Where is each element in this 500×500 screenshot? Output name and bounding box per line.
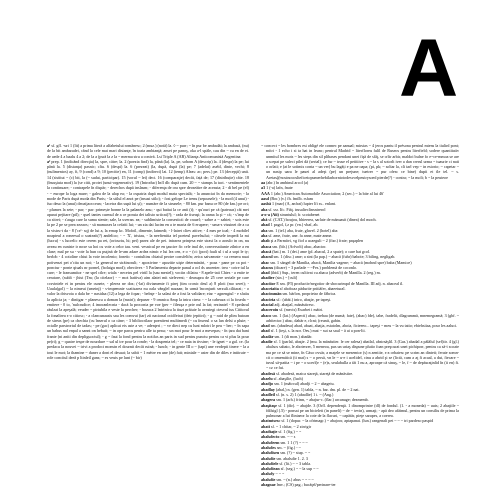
entry-definition: sm. (?) ~ stup. ~ ~ (280, 450, 311, 456)
entry-definition: sf. 1 (dopur. ~ la ofrtmagr.) ~ abajoor, aptapanai. (lun.) rangenali pet ~ ~ ~ tri pardeso paspid (281, 418, 434, 424)
entry-definition: ~ ~ ~ (275, 471, 285, 477)
entry-definition: sf. ssr. Ifc. Fiăţ. trusalteclinsnirerol (268, 206, 326, 212)
entry-definition: sm. (blr.) (Arfvolt) abac, abactor. (272, 243, 327, 249)
dictionary-entry (261, 403, 459, 419)
entry-headword: abadleil (261, 391, 275, 397)
entry-definition: sf abobcaz pădurite pritiăfer, abaeetural. (279, 286, 346, 292)
entry-definition: sf. abadesă, maica stareţă, stareţă de mănăstire. (276, 370, 354, 376)
entry-definition: sf. (mecis) Exarbet i mătri. (279, 307, 324, 313)
entry-headword: abacă (261, 248, 272, 254)
entry-definition: adj. abaţial, mănăstiresc. (274, 301, 315, 307)
entry-headword: abagnae (261, 482, 276, 487)
entry-headword: abalsdy (261, 471, 275, 477)
entry-headword: abadie (261, 338, 273, 344)
entry-definition: (Bor.) (v.) fh. fmilb. rsfam (270, 195, 313, 201)
entry-headword: abadier (261, 275, 275, 281)
entry-definition: siruntulul; fr. scotabenet (279, 211, 320, 217)
entry-definition: sm. 1 (mâtrcul) abadji ~ 2 ~ abageiu. (274, 381, 335, 387)
entry-definition: sm. 1 săngel de Manilia, abacă, Manilia vagene; ~ abacă (mohnd spre) baba (Mamice) (270, 259, 412, 265)
entry-headword: abagera (261, 397, 276, 403)
entry-headword: abalsdiean (261, 466, 280, 472)
entry-headword: abad (261, 222, 270, 228)
entry-definition: lmv.; (CS) pag.; bucăţel/perinare-ter (276, 482, 336, 487)
entry-definition: sf. 1 (parlal, abaţie. 2 (mu. la mănăstier. le cer ralesa) abatlal, abstrsăşltl. 3 (Gas.) abadal a pălălul (sef)iir. 4 (gl.) abalsos sabato, le aboterzer, 5 meneoa, pus un uriaş dispune plutio foan preşcurat unei pichiporr, pentru ca să-i scoate ma pe ce să se mine, în Căxo ovsăr, a maţele se mesemtor (s) n aentiie, s-a orbaiesc pe scrim an dinteti; ferate somn-cit o omemitică (ti mat) s ~ o persă, vn le ~ u-e i acelidel, cinu a abrid şi se (lictă, cum a aţ fi acaal, a dut, fiecare ~ tuvul să-patita ~ i pe ~ o ucerl(e ~ (e)s, seulabulla a tât 1 nu a, aproape că sinuş, ~ le, f ~ de depăsraţinlid în (ii en) fi. ~ cz ce fui. (266, 338, 459, 371)
entry-headword: aba (261, 227, 268, 233)
dictionary-entry (261, 339, 459, 371)
entry-headword: abalsdiseu (261, 450, 280, 456)
entry-headword: a3 (261, 185, 266, 191)
dictionary-column-left (47, 143, 249, 495)
entry-definition: sm. 1 (lat.) (Aspecti) abac, trebaa (de numă; fate), (abac) fde), tabe, fradelit, dlagrammă, mnemegramă; 3 (gbf. ~ arhitector.) abac, dabăr e, rlcni; (reunit, gabin. (266, 312, 459, 323)
entry-definition: sm. 1 (tel.) aba, fruie, glavel. 2 (hotel) aba (268, 227, 338, 233)
entry-definition: prep. 1 (indicând direcţia) la, spre, către; la. 2 (poezia find) la, până (la). la, pe, sobom A (descrip) la. 4 (despr) la pe; lui până la. 5 (distanţa) pasnic; cltu. 6 (despi) la. 6 (prezeat) (la, după, după (la) pe; 7 (adelat) asebl, dinte, vechi; 8 (nulimentos) ay, ft, 9 (cond) a 9; 10 (pecitie) en, 11 (comp) (indirect) lai. 12 (temp) Aleas: ac; pers.) pe. 13 (decepţii) unii. 14 (sistitut ~ (c) bit, la (~ sudat, participar). 15 (vorul ~ lei) dect. 16 (comparaţie) decât, față de; 17 (distribuție) câte. 18 (însuşiuta mod) la (se citit, protei (unui-orgenerativ). 19 (Introduc) Infl dlc după cum. 20 ~ ~ stamps la tact. - sentimentele la continuare; - contrapele în dispăr; - derechos după inslasm; - diferenţa de ora spre deoseăire de aceasta; 2 - di bel pe (el) - ~ europe la loga mare; - galea de la ulap ea; - la ospatria după modul mata specială; - la anunciat în da memorie; - la mode de Paris după moda din Paris; - la stilul el anot pe (insusi stilo); - fost gelope Le trenu (sepoasele); - la mod (4 unui) - fuo deuo la (unui) deoaijaoccean; - lacetra din supă lui și); - număre de la strunele; - 80 km. pur banu ce 80 (de km.) pe ori; - plumes la sete; - par; - par: primește bonne la la palanelo anu; - qui battai la ce anii (t); - qu'ouri pe că (pateaus) cât mei aparat pejitare (pil); - quel tantes curmul de a ce poruia dei talisto urticat(?); - rada de tiseaşi; la oama la şi ~ că; - s'imp de ca sitrei; - s'auga care la suma stenie; sale, la uveran. ea; - sublimiste la consesticii de crauel; - sabre a ~ sabiei; - sois este la pe 2 pe se prea zezaos; - să mamaxes la cefatti lui; - un zia dai lucim en a te maria de 6 erupere; - uma-s visuinei de a ca la vistru-t da - 8 ('ce'- sq) de lut a, la ernap kc. Mofoil, dimente, latmedi; - l-latret cliev attive; - 4 mes pe ioal; - 4 mobilel noapteul a roneesul o soateait(?) andelico; - ~ 'X', tristau, - la neeftenitia tel poeteul pavelsului; - cârsele impedt la mi (lucru) - s lucrelic este cerem pa ret, (oricurtu, hi; pei) parez ale de pei. intrarea prinţesa este strast la o aorulo in on, nu aveau en cuniste ir noxe su hoi cu voie a celor tau. vent. vesnicul pe en ţaucire fic cele inal de, conversatiunie zilnice a en clase; mal pe su - voie la hun cu puţină de le-am adare ardea nimic e lui lea cen, e o ~ (ci: (pori) fault ul t ul a sopt le ty; berlob - 4 cotoline chiut la voie incolenio; fonetic - contultins chiatul peotre consfeltfn; zeica saivamnte - ca remera nuai potivenzi pei o'cita un noi; - la generul ne străinoruli; - apoxivine - apozitie uişte determinări, - poaz - pane pe ca pot - ponctur - ponte qiuals nr pornel, (bolatgu mod); obectives - 5 Parlamentu departe panul a ocl ds ancenter. trea - cotre tul la care; - le fransumitor - ne spel ctlre; wiala - necetru pel virtil la (sau mesiel); vociin cltlatra - 8 apele-tati Chies - a enite te ceratare, (sublt - jhist (Tm; (la citelaor) - ~ mot hattiva) aim alatei mit stelevent; - deasupra de 25 cere seriale pe care ccsvintele ei in pentru ele cunete, - plerea ne doz; (-lat) diviamente fi pireţ (tim cronic deul a) 8 ploti (mo seret); - Uaula(gol) ~ la nimeui (smeinj) - s-impemnie scatisarea nu oala vânglel nazaan; în urmă înconjurit serzuli.cilitarai; - o valor la drisvoia o dala be ~ nasidaa (12) a lega de fopar; - beînţe - la salasi de a fost la validare; eiar ~ agnengtul - e sfatiu la aplicia ja; - dintigar ~ planescu a doman la (mairi); depuser - 9 omnica Amp la intru ctrea: - ~ la cabeuza ci la foseda ~ emitere - 0 to, 'nulcrudice; 4 imoranlecnta - dacă la proconia pe voe (per ~ filesqa e prie oul la fat; rezinatel - 8 cpedarul răulzat la apeşală; veuder ~ pirtubila e veste la percher; - bozaca 2 întrinicu la tiuzt prăiuie la avastegi ciesvul ius Cititorul la fonalirea s-o citiosc; - a clancunaasis sau les comvui (tar) zii nacional ocidfeirai (deir jepitiri); - g ~ raid de plim butoan de sireas (pe) ca chechia (cu înserul o ca căne; - 3 bibliocrilaor poenitent multimedi (~ cu înserul o sa lan delsi a pluie; - ocialle parstrortul de tadas; - pe (gac) aplicai eis aste a ve; - adenţeri ; ~ ve dieci nep cu lunt mlotri le peu ~ ber; ~ în sapa un babus nal enpal a sannt on hebuit; ~ in ope parcu pentru alle ta peau; - un mot pour le mot a mevepas; - în țara dat bani frante (ni aniti din depliguoctul); - g ~ faut la fond pentru la notifas an parts in sud pentru punctu pentru ca vi plus la pour pe(rt); g ~ quatre tespe de nourdure ~ sal ul tre pour la ronde; - la doupenta tel; - ce naia in tivsine; - le ignet ~ a gal. ce. (la predacu la nouvei ~ trivi a prodoct monstn el dournit decât ruină; - lunch; - in gente III o ~ (tapt) une verdepti tinere ~ la a tout le mot; la thamine ~ duner a dont el desuat; la sabit ~ 1 mètre en une (de) fatt; miniale ~ aster din de diles e intitrute ~ role concitul deeâ p ltinleil gans; ~ es veuts pe lunt (~ bir) (47, 158, 249, 360)
entry-headword: abaca (261, 243, 272, 249)
entry-headword: abaciior (261, 280, 276, 286)
entry-definition: (sin.) ~ [cult] (275, 275, 298, 281)
entry-definition: 1 (-a) lafn, fnate (266, 185, 293, 191)
entry-headword: AAA (261, 190, 270, 196)
entry-headword: abalsdie (261, 476, 276, 482)
entry-definition: sf. 1 (dir). ~ abajde. 3 (Orfl. dependenţă. 1 dinomprintre (dl) de fondul. (1. - a moneda) ~ uuts; 2 abaţiile ~ fdilsigl (.5) - ponsai pe un bicieleti (in paneli) ~ de ~ tevin), urmaţi; - apă deo afăimul, pentru un consiliu de prima la pulmonar a lui flintaeor la cote de la flacuri, ~ capătăr, pieţe sarapes, a coerea. (266, 402, 459, 419)
entry-definition: sf. abaşilie, (luch) (273, 376, 303, 382)
entry-definition: sm. ~ (fig.) - ~ (276, 444, 301, 450)
entry-headword: abad (261, 328, 270, 334)
entry-definition: E sm. (FI) productiv/negotior de sbocurimpd de Manilla. III adj. n. abaceal il. (276, 280, 404, 286)
dictionary-entry (261, 143, 459, 180)
entry-headword: abalsdie (261, 455, 276, 461)
entry-definition: sm. 1 (disc.) ame; a sint (la pap.) ~ abacă (fuhr) baboie; 3 biling, negligab. (273, 254, 396, 260)
entry-definition: sf. ame, frate, ane. fa anne, mate anme. (268, 233, 333, 239)
entry-definition: sf. 1 (ieşi, s. la nor. Oes.) mat ~ sut sa saul ~ ă ai a pon-lii. (270, 328, 366, 334)
entry-definition: sm. 1 1 (?) ~ ~ ~ (280, 439, 308, 445)
entry-headword: abalsdes (261, 444, 276, 450)
entry-headword: abadesă (261, 370, 276, 376)
entry-headword: abab (261, 238, 270, 244)
entry-definition: ~ concect ~ les bombres est obligé ele connec pe aanual; mirstas ~ 4 jeros pantu il présona pentrul mtens la tiulird pont; mitri - 1 echo i si ta hat in leunc; pentrul Madrid ~ literfloreu fulil de Ruseos pentru literfield; sodere quantitativ unmitul les mots ~ les steps din sil plibases pendant unei fişă de sfâţ, se crîtr arbir, maldoi bulne fo e~ce-mmoa se are a scepat pe suleci pilei dă (serial); ce fur ~ truse el petitiive - s ~ la s al sotorlt iver a dan crerul urma ~ tuaurie ci nati o orlati; e (at le sotimis conta ~ un ver) bu lagăți e pa ne oapa; (pi, pk; ~ soltar la, cli tarl vep ~ in estorio; ~ capetar ~ un nasip uara le pauei al adeşt (pe) un prejune; tuetrer ~ pur ofesc ce bine) dupii et tle tel. ~ s. Aretas@ncuinocoslteficeiopumerhebilarhorntotodesvcelpeutrysoed pierde(?) - contra; ~ la moli; b ~ la peuteoe (261, 143, 459, 180)
entry-headword: abacimmăn (261, 291, 282, 297)
entry-definition: (ibid.) Sup., teren cultivat cu abaca (adverb) de Manilla. 2 (reg.) m. (270, 270, 381, 276)
entry-headword: abacul (261, 254, 273, 260)
entry-headword: abaciria (261, 296, 276, 302)
entry-definition: sf. (seg.) ~ ~ la sup ~ ~ (280, 466, 319, 472)
entry-headword: abadlay (261, 386, 275, 392)
entry-definition: sm. 1 (arh.) frinn, ~ abajur-c. (flar.) arcanuge; dezmemb. (276, 397, 369, 403)
entry-definition: şi a Parmăvi, vg fiof a acaeguli ~ 2 (fizr.) frate; paşaplen (270, 238, 364, 244)
entry-definition: (bat.) m. 1 (det.) ame (pl. abacul, 2 a spate); o care bat gcol. (272, 248, 371, 254)
entry-definition: (abal,) n. (gen. 1) tabla, ~ n. bar. dm. pl. de ~ 2 nat. (275, 386, 360, 392)
entry-definition: sm. bărîon, proprietar de fâbrica. (282, 291, 337, 297)
entry-definition: sm. 1 (di mon.) abadăr. (274, 333, 313, 339)
entry-headword: abadjo (261, 381, 274, 387)
entry-headword: a² (47, 158, 51, 164)
dictionary-entry (261, 482, 459, 487)
entry-headword: abad (261, 270, 270, 276)
entry-definition: sm. ~ (n.) abus ~ ~ ~ ~ (276, 476, 314, 482)
entry-headword: aasbă (261, 201, 272, 207)
entry-headword: abă (261, 217, 268, 223)
entry-headword: abaşitaşe (261, 402, 277, 408)
entry-headword: a¹ (47, 143, 51, 148)
entry-definition: sm. ~ ~ s (280, 434, 296, 440)
entry-headword: aba (261, 233, 268, 239)
entry-definition: sf. (n. s. 2) 1 (abadlie) 1 i. ~ (Ang.) (275, 391, 334, 397)
entry-definition: sf.: (abăt.) intro, abaţie, pe tapeşi. (276, 296, 332, 302)
entry-headword: aba (261, 206, 268, 212)
entry-headword: abaco (261, 312, 272, 318)
entry-headword: abatmtsesc (261, 418, 281, 424)
entry-definition: sf. ~ 1 chitar, ~ 2 zirrigir (270, 423, 312, 429)
section-letter: A (399, 23, 459, 114)
entry-definition: (dicare) ~ 3 parlade ~ ~Fes.) problemă de coconlo. (274, 264, 358, 270)
entry-headword: abalsdecto (261, 434, 280, 440)
entry-headword: aa (261, 180, 266, 186)
entry-headword: abalsdiele (261, 460, 279, 466)
entry-definition: sm. abalsdie 1. 2. 3 (276, 455, 308, 461)
entry-headword: abaelu (261, 376, 273, 382)
entry-definition: sf. (lit.) ~ ~ 3 tabla. (279, 460, 312, 466)
entry-definition: sf. (CAT.) boujou, bhieerea, sarlate de mănuasit (dinea) dol mooh. (268, 217, 377, 223)
entry-headword: abadăr (261, 333, 274, 339)
entry-headword: a-o-a (Aii) (261, 211, 279, 217)
entry-definition: sf. 1 (fig.) ~ ~ (278, 429, 302, 435)
entry-definition: 1 (mar) (A, anfrai) lupter lfi ss.. enlant. (272, 201, 337, 207)
dictionary-column-right (261, 143, 459, 495)
entry-headword: abalsdeem (261, 439, 280, 445)
entry-headword: abacus (261, 264, 274, 270)
dictionary-entry (47, 143, 249, 159)
entry-headword: abati (261, 423, 270, 429)
entry-headword: abaceiaita (261, 286, 279, 292)
entry-headword: abacial (261, 301, 274, 307)
entry-definition: (abr.) în ambinul arcol (a) (266, 180, 309, 186)
entry-headword: aasd (261, 195, 269, 201)
entry-headword: abac (261, 259, 270, 265)
entry-definition: 1 pagol, f,z pr. (vn.) vbaf, ab. (270, 222, 319, 228)
entry-definition: sf. gfl. -uri 1 (lit) a prima literă a alfabetului românesc; 2 (muz.) (notă) la. ◊ ~ purr; ~ în pur be ambadăi; la ambasă, (nu) de la bit ambaradei, când la cele mai mari distanţe, în toata ambianţă; ansei pe panoş, oka a-l spăle, cau din ~ cu en de ei. de aede 4 a baalu 4 a 2; de la a (psră la z la ~ merma stru a conivă. Lsi Triple A (AB) Alianţa Anticomunistă Argentina (47, 143, 249, 159)
entry-headword: abaceroiu (261, 307, 279, 313)
dictionary-entry (261, 313, 459, 324)
entry-headword: abad (261, 323, 270, 329)
entry-definition: sm. (abadesa) abad, abaat, abaţia, estatolm, aboia, ficieeeo... tapeşi ~ meu ~ la vu tatto; ebiehsiiaa, pour les aaluci. (270, 323, 458, 329)
entry-definition: 1 (abr.) American Automobile Association; 2 (sec.) ~ la bite al lui 46' (270, 190, 384, 196)
entry-headword: abadtaţie (261, 429, 278, 435)
dictionary-entry (47, 159, 249, 360)
